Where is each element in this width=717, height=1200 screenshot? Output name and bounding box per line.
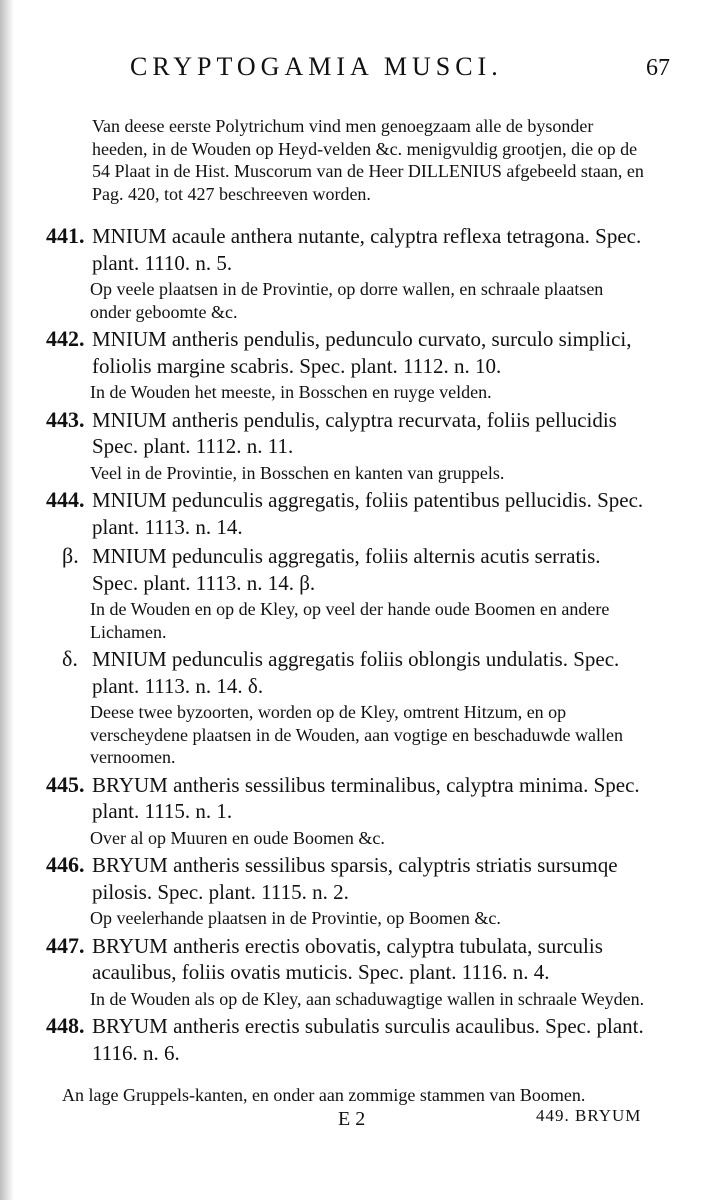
entry-number: δ. bbox=[62, 646, 78, 671]
running-head: CRYPTOGAMIA MUSCI. bbox=[130, 52, 503, 81]
locality-note: In de Wouden als op de Kley, aan schaduwagtige wallen in schraale Weyden. bbox=[90, 988, 645, 1009]
locality-note: Deese twee byzoorten, worden op de Kley, omtrent Hitzum, en op verscheydene plaatsen in de Wouden, aan vogtige en beschaduwde wallen vernoomen. bbox=[90, 702, 624, 767]
species-entry bbox=[0, 772, 717, 850]
species-entry bbox=[0, 933, 717, 1011]
species-entry bbox=[0, 223, 717, 323]
species-description: MNIUM pedunculis aggregatis, foliis patentibus pellucidis. Spec. plant. 1113. n. 14. bbox=[92, 488, 644, 539]
signature-mark: E 2 bbox=[338, 1108, 366, 1130]
entry-number: 443. bbox=[46, 406, 85, 432]
species-description: BRYUM antheris sessilibus sparsis, calyptris striatis sursumqe pilosis. Spec. plant. 1115. n. 2. bbox=[92, 853, 618, 904]
species-description: BRYUM antheris erectis obovatis, calyptra tubulata, surculis acaulibus, foliis ovatis muticis. Spec. plant. 1116. n. 4. bbox=[92, 933, 603, 984]
species-description: MNIUM acaule anthera nutante, calyptra reflexa tetragona. Spec. plant. 1110. n. 5. bbox=[92, 224, 642, 275]
species-entry bbox=[0, 1013, 717, 1066]
locality-note: In de Wouden het meeste, in Bosschen en ruyge velden. bbox=[90, 382, 492, 402]
intro-note: Van deese eerste Polytrichum vind men genoegzaam alle de bysonder heeden, in de Wouden op Heyd-velden &c. menigvuldig grootjen, die op de 54 Plaat in de Hist. Muscorum van de Heer DILLENIUS afgebeeld staan, en Pag. 420, tot 427 beschreeven worden. bbox=[92, 116, 644, 204]
page-header bbox=[130, 52, 670, 86]
entry-number: 445. bbox=[46, 771, 85, 797]
locality-note: Over al op Muuren en oude Boomen &c. bbox=[90, 827, 385, 848]
page-number: 67 bbox=[646, 55, 670, 81]
footer-note: An lage Gruppels-kanten, en onder aan zommige stammen van Boomen. bbox=[62, 1085, 586, 1105]
species-description: MNIUM pedunculis aggregatis, foliis alternis acutis serratis. Spec. plant. 1113. n. 14. β. bbox=[92, 544, 601, 595]
locality-note: Op veelerhande plaatsen in de Provintie, op Boomen &c. bbox=[90, 908, 501, 928]
species-entry bbox=[0, 543, 717, 643]
species-entry bbox=[0, 407, 717, 485]
species-entry bbox=[0, 852, 717, 930]
species-description: MNIUM antheris pendulis, pedunculo curvato, surculo simplici, foliolis margine scabris. Spec. plant. 1112. n. 10. bbox=[92, 327, 632, 378]
catchword: 449. BRYUM bbox=[536, 1106, 642, 1125]
species-description: MNIUM pedunculis aggregatis foliis oblongis undulatis. Spec. plant. 1113. n. 14. δ. bbox=[92, 647, 620, 698]
entry-number: 441. bbox=[46, 223, 85, 248]
locality-note: Veel in de Provintie, in Bosschen en kanten van gruppels. bbox=[90, 462, 505, 483]
entry-number: 447. bbox=[46, 932, 85, 958]
species-description: BRYUM antheris erectis subulatis surculis acaulibus. Spec. plant. 1116. n. 6. bbox=[92, 1014, 644, 1065]
species-description: MNIUM antheris pendulis, calyptra recurvata, foliis pellucidis Spec. plant. 1112. n. 11. bbox=[92, 407, 617, 458]
species-entry bbox=[0, 487, 717, 540]
entry-number: β. bbox=[62, 543, 79, 568]
entry-list bbox=[0, 223, 717, 1066]
entry-number: 444. bbox=[46, 487, 85, 512]
page-body bbox=[0, 97, 717, 1066]
entry-number: 446. bbox=[46, 852, 85, 877]
locality-note: Op veele plaatsen in de Provintie, op dorre wallen, en schraale plaatsen onder geboomte &c. bbox=[90, 279, 604, 322]
locality-note: In de Wouden en op de Kley, op veel der hande oude Boomen en andere Lichamen. bbox=[90, 599, 610, 642]
species-entry bbox=[0, 646, 717, 769]
entry-number: 448. bbox=[46, 1013, 85, 1038]
entry-number: 442. bbox=[46, 326, 85, 351]
species-description: BRYUM antheris sessilibus terminalibus, calyptra minima. Spec. plant. 1115. n. 1. bbox=[92, 772, 640, 823]
species-entry bbox=[0, 326, 717, 404]
